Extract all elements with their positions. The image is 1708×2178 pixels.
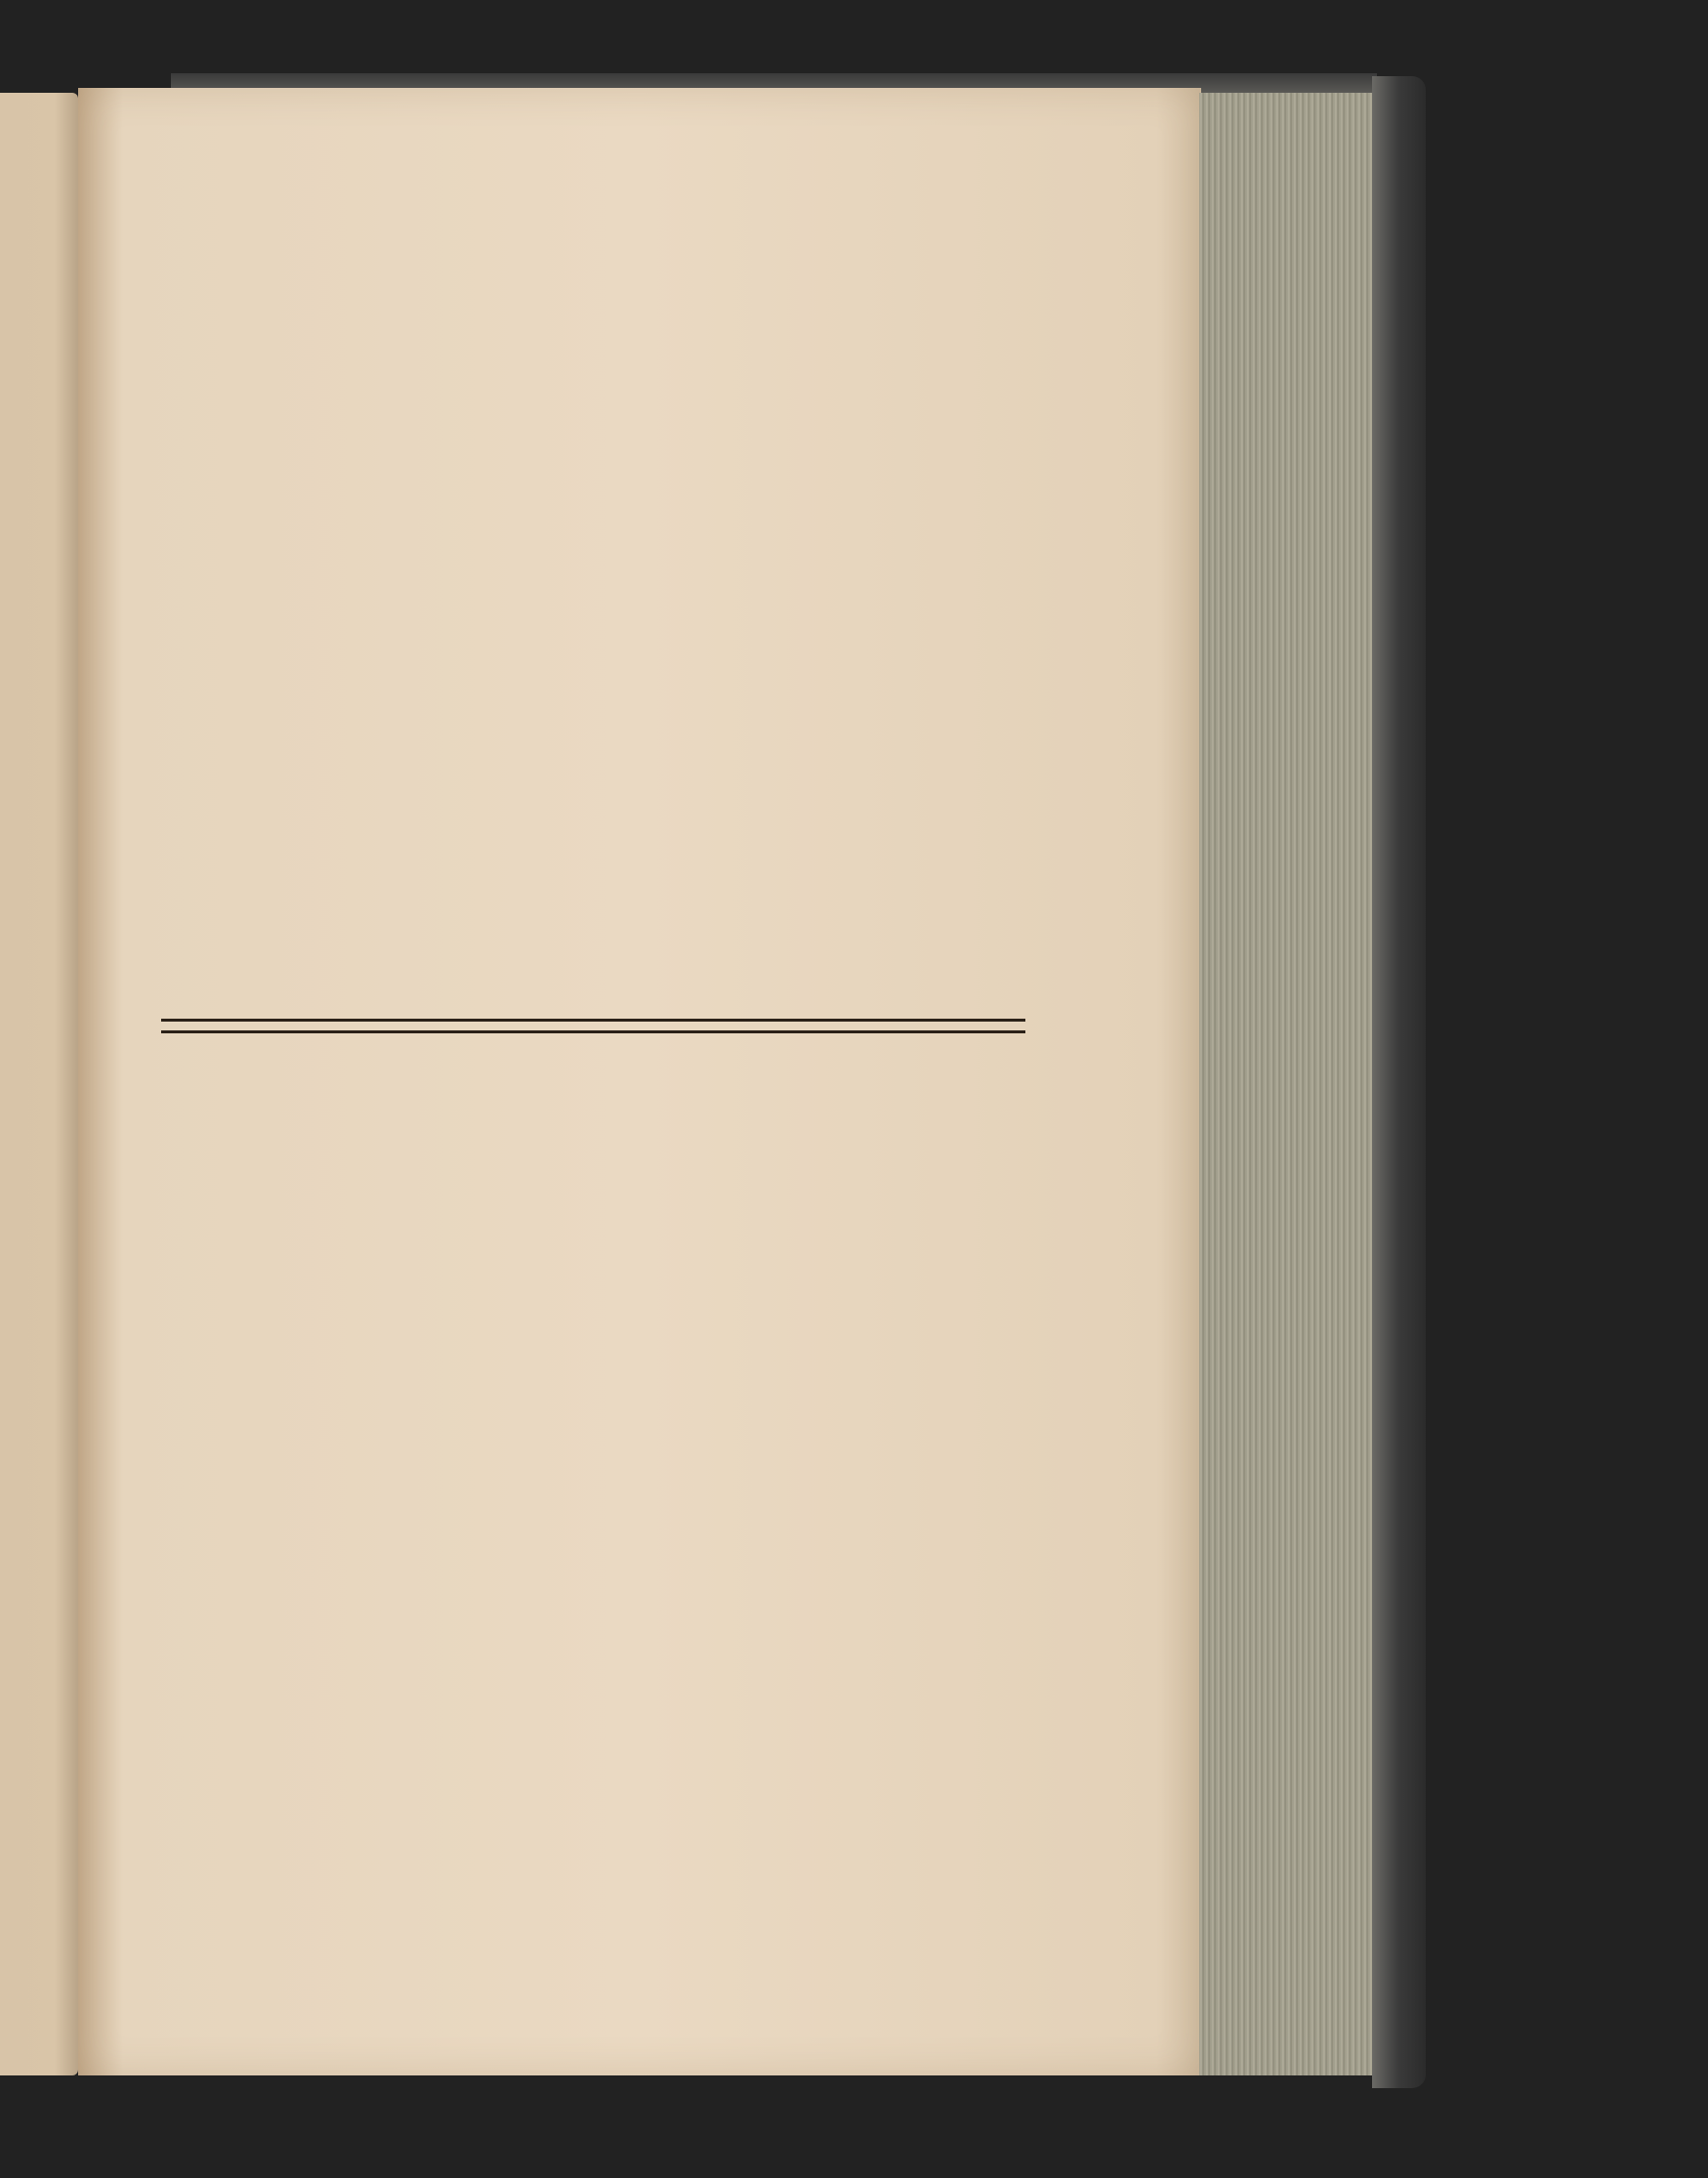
book-cover-edge (1372, 76, 1426, 2088)
book-page (78, 88, 1201, 2075)
page-edges-stack (1199, 93, 1375, 2075)
section-divider-rule (161, 1019, 1025, 1033)
facing-page-text-column (0, 347, 66, 1773)
facing-page-left (0, 93, 78, 2075)
